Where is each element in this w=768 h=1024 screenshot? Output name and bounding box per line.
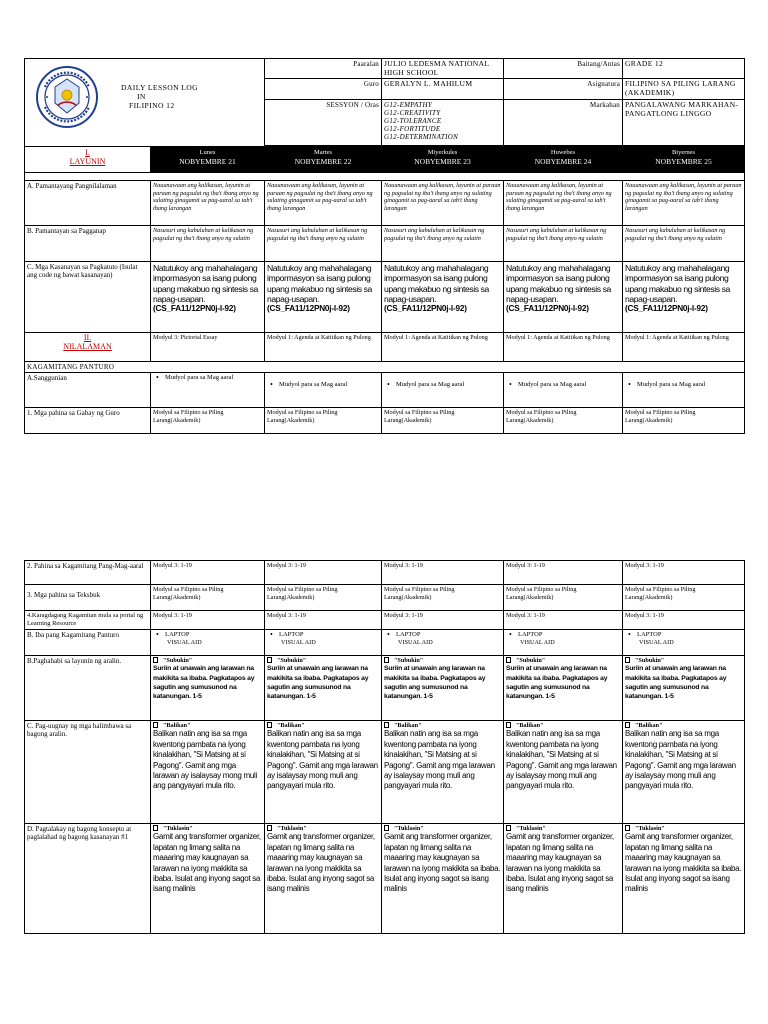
row-label-pamantayan-sa-pagganap: B. Pamantayan sa Pagganap	[25, 225, 151, 261]
row-label-pamantayang-pangnilalaman: A. Pamantayang Pangnilalaman	[25, 180, 151, 225]
checkbox-glyph-icon	[384, 657, 389, 663]
checkbox-glyph-icon	[153, 657, 158, 663]
activity-heading	[153, 825, 262, 832]
cell-balikan-day5	[623, 721, 745, 824]
activity-heading-label: "Balikan"	[635, 722, 663, 729]
row-label-sanggunian: A.Sanggunian	[25, 373, 151, 408]
day-header-5	[623, 146, 745, 172]
activity-heading-label: "Tuklasin"	[516, 825, 546, 832]
activity-text: Gamit ang transformer organizer, lapatan ng limang salita na maaaring may kaugnayan sa larawan na iyong makikita sa ibaba. Isulat ang inyong sagot sa isang malinis	[153, 832, 261, 894]
section-layunin	[25, 146, 151, 172]
cell-tuklasin-day4	[504, 824, 623, 934]
day-date: NOBYEMBRE 24	[534, 156, 592, 166]
activity-text: Balikan natin ang isa sa mga kwentong pambata na iyong kinalakihan, "Si Matsing at si Pagong". Gamit ang mga larawan ay isalaysay mong muli ang pangyayari mula rito.	[506, 729, 617, 791]
checkbox-glyph-icon	[153, 825, 158, 831]
cell-sanggunian-day4	[504, 373, 623, 408]
cell-b-day2: Nasusuri ang kabuluhan at kalikasan ng pagsulat ng iba't ibang anyo ng sulatin	[265, 225, 382, 261]
kasanayan-text: Natutukoy ang mahahalagang impormasyon sa isang pulong upang makabuo ng sintesis sa napag-usapan.	[625, 262, 730, 304]
cell-sanggunian-day1	[151, 373, 265, 408]
cell-p4-day4: Modyul 3: 1-19	[504, 611, 623, 630]
kasanayan-text: Natutukoy ang mahahalagang impormasyon sa isang pulong upang makabuo ng sintesis sa napag-usapan.	[384, 262, 489, 304]
subject-value: FILIPINO SA PILING LARANG (AKADEMIK)	[623, 79, 745, 99]
session-values	[382, 99, 504, 145]
activity-text: Gamit ang transformer organizer, lapatan ng limang salita na maaaring may kaugnayan sa larawan na iyong makikita sa ibaba. Isulat ang inyong sagot sa isang malinis	[506, 832, 614, 894]
cell-iba-day2	[265, 630, 382, 656]
cell-balikan-day4	[504, 721, 623, 824]
cell-c-day2	[265, 261, 382, 332]
cell-p2-day5: Modyul 3: 1-19	[623, 561, 745, 585]
checkbox-glyph-icon	[506, 722, 511, 728]
sanggunian-item: • Mudyol para sa Mag aaral	[384, 381, 501, 389]
cell-subukin-day3	[382, 656, 504, 721]
cell-nilalaman-day3: Modyul 1: Agenda at Katitikan ng Pulong	[382, 332, 504, 361]
cell-sanggunian-day2	[265, 373, 382, 408]
activity-text: Suriin at unawain ang larawan na makikita sa ibaba. Pagkatapos ay sagutin ang sumusunod na katanungan. 1-5	[506, 665, 608, 700]
activity-heading-label: "Balikan"	[394, 722, 422, 729]
cell-tuklasin-day5	[623, 824, 745, 934]
day-date: NOBYEMBRE 21	[179, 156, 236, 166]
cell-subukin-day2	[265, 656, 382, 721]
row-label-pagtalakay: D. Pagtalakay ng bagong konsepto at paglalahad ng bagong kasanayan #1	[25, 824, 151, 934]
sanggunian-item: • Mudyol para sa Mag aaral	[625, 381, 742, 389]
cell-p4-day5: Modyul 3: 1-19	[623, 611, 745, 630]
cell-c-day3	[382, 261, 504, 332]
activity-text: Balikan natin ang isa sa mga kwentong pambata na iyong kinalakihan, "Si Matsing at si Pagong". Gamit ang mga larawan ay isalaysay mong muli ang pangyayari mula rito.	[625, 729, 736, 791]
activity-heading-label: "Tuklasin"	[635, 825, 665, 832]
kagamitan-item: VISUAL AID	[281, 639, 316, 647]
activity-text: Gamit ang transformer organizer, lapatan ng limang salita na maaaring may kaugnayan sa larawan na iyong makikita sa ibaba. Isulat ang inyong sagot sa isang malinis	[267, 832, 375, 894]
activity-heading-label: "Tuklasin"	[277, 825, 307, 832]
cell-gabay-day5: Modyul sa Filipino sa Piling Larang(Akademik)	[623, 408, 745, 434]
section-layunin-title: LAYUNIN	[69, 156, 106, 166]
lesson-log-table-top	[24, 58, 745, 434]
session-label: SESSYON / Oras	[265, 99, 382, 145]
activity-text: Balikan natin ang isa sa mga kwentong pambata na iyong kinalakihan, "Si Matsing at si Pagong". Gamit ang mga larawan ay isalaysay mong muli ang pangyayari mula rito.	[267, 729, 378, 791]
activity-heading	[384, 825, 501, 832]
cell-b-day3: Nasusuri ang kabuluhan at kalikasan ng pagsulat ng iba't ibang anyo ng sulatin	[382, 225, 504, 261]
activity-text: Balikan natin ang isa sa mga kwentong pambata na iyong kinalakihan, "Si Matsing at si Pagong". Gamit ang mga larawan ay isalaysay mong muli ang pangyayari mula rito.	[384, 729, 495, 791]
cell-nilalaman-day4: Modyul 1: Agenda at Katitikan ng Pulong	[504, 332, 623, 361]
activity-heading	[153, 722, 262, 729]
school-label: Paaralan	[265, 59, 382, 79]
cell-b-day5: Nasusuri ang kabuluhan at kalikasan ng pagsulat ng iba't ibang anyo ng sulatin	[623, 225, 745, 261]
row-label-paghahabi: B.Paghahabi sa layunin ng aralin.	[25, 656, 151, 721]
activity-heading-label: "Balikan"	[516, 722, 544, 729]
kagamitan-item: • LAPTOP	[384, 631, 501, 639]
activity-text: Suriin at unawain ang larawan na makikita sa ibaba. Pagkatapos ay sagutin ang sumusunod na katanungan. 1-5	[153, 665, 255, 700]
cell-p2-day2: Modyul 3: 1-19	[265, 561, 382, 585]
cell-p3-day3: Modyul sa Filipino sa Piling Larang(Akademik)	[382, 585, 504, 611]
cell-c-day4	[504, 261, 623, 332]
cell-p3-day4: Modyul sa Filipino sa Piling Larang(Akademik)	[504, 585, 623, 611]
activity-heading-label: "Tuklasin"	[394, 825, 424, 832]
checkbox-glyph-icon	[506, 657, 511, 663]
row-label-kasanayan: C. Mga Kasanayan sa Pagkatuto (Isulat ang code ng bawat kasanayan)	[25, 261, 151, 332]
activity-heading-label: "Subukin"	[635, 657, 665, 664]
kagamitan-item: VISUAL AID	[167, 639, 202, 647]
checkbox-glyph-icon	[153, 722, 158, 728]
day-header-1	[151, 146, 265, 172]
cell-p2-day1: Modyul 3: 1-19	[151, 561, 265, 585]
activity-heading	[625, 722, 742, 729]
day-name: Lunes	[199, 148, 216, 156]
cell-gabay-day4: Modyul sa Filipino sa Piling Larang(Akademik)	[504, 408, 623, 434]
section-nilalaman-num: II.	[83, 332, 92, 342]
section-nilalaman-title: NILALAMAN	[63, 341, 112, 351]
cell-a-day4: Nauunawaan ang kalikasan, layunin at paraan ng pagsulat ng iba't ibang anyo ng sulating ginagamit sa pag-aaral sa iab't ibang larangan	[504, 180, 623, 225]
session-item: G12-DETERMINATION	[384, 133, 459, 142]
row-label-pahina-teksbuk: 3. Mga pahina sa Teksbuk	[25, 585, 151, 611]
section-nilalaman	[25, 332, 151, 361]
cell-c-day1	[151, 261, 265, 332]
title-line2: IN	[137, 92, 146, 101]
kagamitan-item: • LAPTOP	[153, 631, 262, 639]
teacher-value: GERALYN L. MAHILUM	[382, 79, 504, 99]
activity-heading	[625, 657, 742, 664]
kagamitan-item: • LAPTOP	[506, 631, 620, 639]
cell-iba-day1	[151, 630, 265, 656]
cell-tuklasin-day3	[382, 824, 504, 934]
cell-nilalaman-day5: Modyul 1: Agenda at Katitikan ng Pulong	[623, 332, 745, 361]
day-header-3	[382, 146, 504, 172]
activity-text: Gamit ang transformer organizer, lapatan ng limang salita na maaaring may kaugnayan sa larawan na iyong makikita sa ibaba. Isulat ang inyong sagot sa isang malinis	[625, 832, 742, 894]
sanggunian-item: • Mudyol para sa Mag aaral	[153, 374, 262, 382]
checkbox-glyph-icon	[625, 722, 630, 728]
activity-text: Balikan natin ang isa sa mga kwentong pambata na iyong kinalakihan, "Si Matsing at si Pagong". Gamit ang mga larawan ay isalaysay mong muli ang pangyayari mula rito.	[153, 729, 257, 791]
teacher-label: Guro	[265, 79, 382, 99]
activity-heading	[267, 722, 379, 729]
sanggunian-item: • Mudyol para sa Mag aaral	[267, 381, 379, 389]
day-date: NOBYEMBRE 25	[655, 156, 712, 166]
activity-heading	[506, 657, 620, 664]
day-date: NOBYEMBRE 22	[294, 156, 352, 166]
activity-heading-label: "Tuklasin"	[163, 825, 193, 832]
cell-balikan-day3	[382, 721, 504, 824]
cell-p2-day4: Modyul 3: 1-19	[504, 561, 623, 585]
cell-b-day1: Nasusuri ang kabuluhan at kalikasan ng pagsulat ng iba't ibang anyo ng sulatin	[151, 225, 265, 261]
cell-iba-day5	[623, 630, 745, 656]
cell-p4-day3: Modyul 3: 1-19	[382, 611, 504, 630]
cell-iba-day4	[504, 630, 623, 656]
cell-a-day2: Nauunawaan ang kalikasan, layunin at paraan ng pagsulat ng iba't ibang anyo ng sulating ginagamit sa pag-aaral sa iab't ibang larangan	[265, 180, 382, 225]
day-header-2	[265, 146, 382, 172]
deped-seal-logo	[35, 65, 99, 129]
checkbox-glyph-icon	[267, 722, 272, 728]
cell-gabay-day3: Modyul sa Filipino sa Piling Larang(Akademik)	[382, 408, 504, 434]
activity-heading-label: "Subukin"	[394, 657, 424, 664]
row-label-pahina-kagamitang-pang-mag-aaral: 2. Pahina sa Kagamitang Pang-Mag-aaral	[25, 561, 151, 585]
kagamitan-item: • LAPTOP	[625, 631, 742, 639]
lesson-log-table-bottom	[24, 560, 745, 934]
activity-text: Suriin at unawain ang larawan na makikita sa ibaba. Pagkatapos ay sagutin ang sumusunod na katanungan. 1-5	[267, 665, 369, 700]
cell-subukin-day1	[151, 656, 265, 721]
cell-tuklasin-day1	[151, 824, 265, 934]
kagamitan-item: VISUAL AID	[520, 639, 555, 647]
day-header-4	[504, 146, 623, 172]
session-item: G12-EMPATHY	[384, 100, 433, 109]
checkbox-glyph-icon	[267, 825, 272, 831]
cell-nilalaman-day1: Modyul 3: Pictorial Essay	[151, 332, 265, 361]
title-line1: DAILY LESSON LOG	[121, 83, 199, 92]
school-value: JULIO LEDESMA NATIONAL HIGH SCHOOL	[382, 59, 504, 79]
activity-heading	[153, 657, 262, 664]
checkbox-glyph-icon	[384, 825, 389, 831]
section-layunin-num: I.	[85, 147, 90, 157]
day-name: Miyerkules	[427, 148, 458, 156]
row-label-gabay-ng-guro: 1. Mga pahina sa Gabay ng Guro	[25, 408, 151, 434]
activity-heading	[267, 657, 379, 664]
activity-heading	[506, 825, 620, 832]
cell-subukin-day4	[504, 656, 623, 721]
cell-gabay-day1: Modyul sa Filipino sa Piling Larang(Akademik)	[151, 408, 265, 434]
cell-p4-day2: Modyul 3: 1-19	[265, 611, 382, 630]
session-item: G12-TOLERANCE	[384, 116, 442, 125]
kasanayan-code: (CS_FA11/12PN0j-l-92)	[267, 304, 350, 314]
sanggunian-item: • Mudyol para sa Mag aaral	[506, 381, 620, 389]
activity-heading-label: "Subukin"	[163, 657, 193, 664]
checkbox-glyph-icon	[267, 657, 272, 663]
kasanayan-code: (CS_FA11/12PN0j-l-92)	[153, 304, 236, 314]
cell-nilalaman-day2: Modyul 1: Agenda at Katitikan ng Pulong	[265, 332, 382, 361]
activity-heading-label: "Subukin"	[277, 657, 307, 664]
row-label-karagdagang-kagamitan: 4.Karagdagang Kagamitan mula sa portal ng Learning Resource	[25, 611, 151, 630]
day-name: Biyernes	[671, 148, 696, 156]
cell-c-day5	[623, 261, 745, 332]
day-name: Huwebes	[550, 148, 576, 156]
day-name: Martes	[313, 148, 333, 156]
checkbox-glyph-icon	[384, 722, 389, 728]
activity-heading	[506, 722, 620, 729]
activity-heading	[384, 722, 501, 729]
kasanayan-text: Natutukoy ang mahahalagang impormasyon sa isang pulong upang makabuo ng sintesis sa napag-usapan.	[506, 262, 611, 304]
kagamitan-item: VISUAL AID	[639, 639, 674, 647]
grade-label: Baitang/Antas	[504, 59, 623, 79]
activity-heading	[625, 825, 742, 832]
cell-balikan-day2	[265, 721, 382, 824]
row-label-pag-uugnay: C. Pag-uugnay ng mga halimbawa sa bagong aralin.	[25, 721, 151, 824]
kagamitan-item: • LAPTOP	[267, 631, 379, 639]
section-kagamitang-panturo: KAGAMITANG PANTURO	[25, 361, 745, 372]
row-label-iba-pang-kagamitan: B. Iba pang Kagamitang Panturo	[25, 630, 151, 656]
top-section	[24, 58, 744, 434]
cell-b-day4: Nasusuri ang kabuluhan at kalikasan ng pagsulat ng iba't ibang anyo ng sulatin	[504, 225, 623, 261]
subject-label: Asignatura	[504, 79, 623, 99]
quarter-value: PANGALAWANG MARKAHAN-PANGATLONG LINGGO	[623, 99, 745, 145]
quarter-label: Markahan	[504, 99, 623, 145]
cell-p3-day5: Modyul sa Filipino sa Piling Larang(Akademik)	[623, 585, 745, 611]
header-title-block	[25, 59, 265, 147]
activity-heading-label: "Balikan"	[163, 722, 191, 729]
day-date: NOBYEMBRE 23	[414, 156, 471, 166]
activity-text: Suriin at unawain ang larawan na makikita sa ibaba. Pagkatapos ay sagutin ang sumusunod na katanungan. 1-5	[384, 665, 486, 700]
cell-a-day3: Nauunawaan ang kalikasan, layunin at paraan ng pagsulat ng iba't ibang anyo ng sulating ginagamit sa pag-aaral sa iab't ibang larangan	[382, 180, 504, 225]
checkbox-glyph-icon	[625, 657, 630, 663]
cell-tuklasin-day2	[265, 824, 382, 934]
kasanayan-code: (CS_FA11/12PN0j-l-92)	[506, 304, 589, 314]
kagamitan-item: VISUAL AID	[398, 639, 433, 647]
cell-a-day5: Nauunawaan ang kalikasan, layunin at paraan ng pagsulat ng iba't ibang anyo ng sulating ginagamit sa pag-aaral sa iab't ibang larangan	[623, 180, 745, 225]
cell-p2-day3: Modyul 3: 1-19	[382, 561, 504, 585]
cell-a-day1: Nauunawaan ang kalikasan, layunin at paraan ng pagsulat ng iba't ibang anyo ng sulating ginagamit sa pag-aaral sa iab't ibang larangan	[151, 180, 265, 225]
session-item: G12-CREATIVITY	[384, 108, 441, 117]
kasanayan-code: (CS_FA11/12PN0j-l-92)	[625, 304, 708, 314]
activity-heading-label: "Balikan"	[277, 722, 305, 729]
activity-heading-label: "Subukin"	[516, 657, 546, 664]
kasanayan-text: Natutukoy ang mahahalagang impormasyon sa isang pulong upang makabuo ng sintesis sa napag-usapan.	[153, 262, 258, 304]
cell-p3-day1: Modyul sa Filipino sa Piling Larang(Akademik)	[151, 585, 265, 611]
kasanayan-text: Natutukoy ang mahahalagang impormasyon sa isang pulong upang makabuo ng sintesis sa napag-usapan.	[267, 262, 372, 304]
checkbox-glyph-icon	[506, 825, 511, 831]
grade-value: GRADE 12	[623, 59, 745, 79]
cell-balikan-day1	[151, 721, 265, 824]
checkbox-glyph-icon	[625, 825, 630, 831]
cell-sanggunian-day5	[623, 373, 745, 408]
activity-heading	[384, 657, 501, 664]
session-item: G12-FORTITUDE	[384, 125, 441, 134]
activity-text: Gamit ang transformer organizer, lapatan ng limang salita na maaaring may kaugnayan sa larawan na iyong makikita sa ibaba. Isulat ang inyong sagot sa isang malinis	[384, 832, 501, 894]
cell-subukin-day5	[623, 656, 745, 721]
activity-text: Suriin at unawain ang larawan na makikita sa ibaba. Pagkatapos ay sagutin ang sumusunod na katanungan. 1-5	[625, 665, 727, 700]
cell-sanggunian-day3	[382, 373, 504, 408]
cell-p3-day2: Modyul sa Filipino sa Piling Larang(Akademik)	[265, 585, 382, 611]
cell-gabay-day2: Modyul sa Filipino sa Piling Larang(Akademik)	[265, 408, 382, 434]
cell-iba-day3	[382, 630, 504, 656]
kasanayan-code: (CS_FA11/12PN0j-l-92)	[384, 304, 467, 314]
cell-p4-day1: Modyul 3: 1-19	[151, 611, 265, 630]
title-line3: FILIPINO 12	[129, 101, 175, 110]
activity-heading	[267, 825, 379, 832]
bottom-section	[24, 560, 744, 934]
